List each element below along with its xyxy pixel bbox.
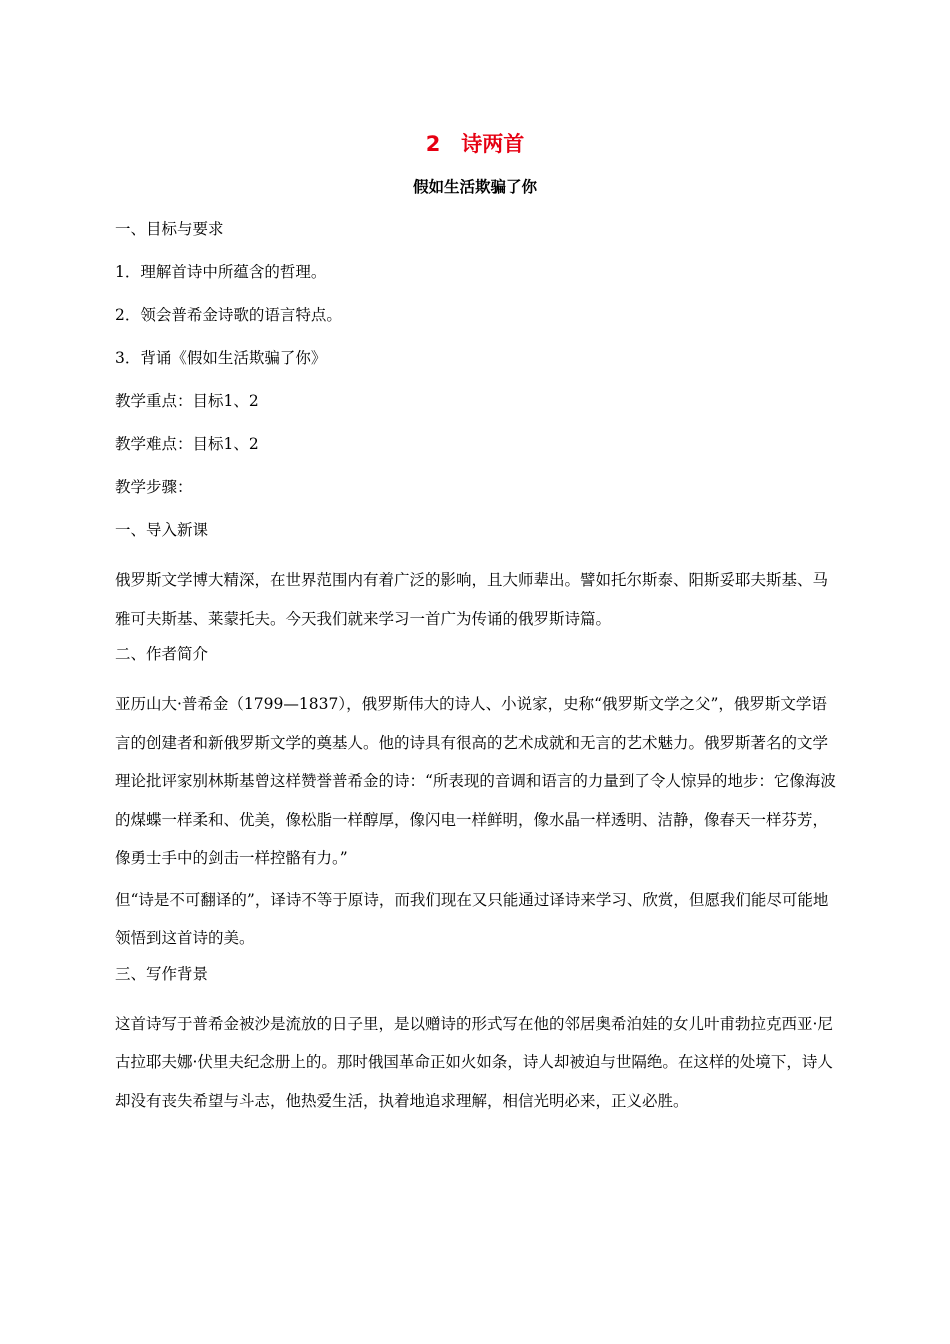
teaching-steps-label: 教学步骤： xyxy=(115,478,193,496)
page-title: 2 诗两首 xyxy=(425,132,525,156)
goal-item-2: 2．领会普希金诗歌的语言特点。 xyxy=(115,306,342,324)
goal-item-3: 3．背诵《假如生活欺骗了你》 xyxy=(115,349,327,367)
section-heading-goals: 一、目标与要求 xyxy=(115,220,224,238)
section-heading-author: 二、作者简介 xyxy=(115,645,209,663)
lesson-body xyxy=(115,217,837,1124)
section-heading-background: 三、写作背景 xyxy=(115,964,209,983)
translation-paragraph: 但“诗是不可翻译的”，译诗不等于原诗，而我们现在又只能通过译诗来学习、欣赏，但愿我们能尽可能地领悟到这首诗的美。 xyxy=(115,890,829,947)
section-heading-intro: 一、导入新课 xyxy=(115,521,209,539)
teaching-focus: 教学重点：目标1、2 xyxy=(115,392,259,410)
background-paragraph: 这首诗写于普希金被沙是流放的日子里，是以赠诗的形式写在他的邻居奥希泊娃的女儿叶甫勃拉克西亚·尼古拉耶夫娜·伏里夫纪念册上的。那时俄国革命正如火如条，诗人却被迫与世隔绝。在这样的处境下，诗人却没有丧失希望与斗志，他热爱生活，执着地追求理解，相信光明必来，正义必胜。 xyxy=(115,1014,833,1110)
teaching-difficulty: 教学难点：目标1、2 xyxy=(115,435,259,453)
goal-item-1: 1．理解首诗中所蕴含的哲理。 xyxy=(115,263,327,281)
intro-paragraph: 俄罗斯文学博大精深，在世界范围内有着广泛的影响，且大师辈出。譬如托尔斯泰、阳斯妥耶夫斯基、马雅可夫斯基、莱蒙托夫。今天我们就来学习一首广为传诵的俄罗斯诗篇。 xyxy=(115,571,829,628)
lesson-subtitle: 假如生活欺骗了你 xyxy=(412,178,537,196)
author-paragraph: 亚历山大·普希金（1799—1837），俄罗斯伟大的诗人、小说家，史称“俄罗斯文学之父”，俄罗斯文学语言的创建者和新俄罗斯文学的奠基人。他的诗具有很高的艺术成就和无言的艺术魅力。俄罗斯著名的文学理论批评家别林斯基曾这样赞誉普希金的诗：“所表现的音调和语言的力量到了令人惊异的地步：它像海波的煤蝶一样柔和、优美，像松脂一样醇厚，像闪电一样鲜明，像水晶一样透明、洁静，像春天一样芬芳，像勇士手中的剑击一样控骼有力。” xyxy=(115,695,836,867)
